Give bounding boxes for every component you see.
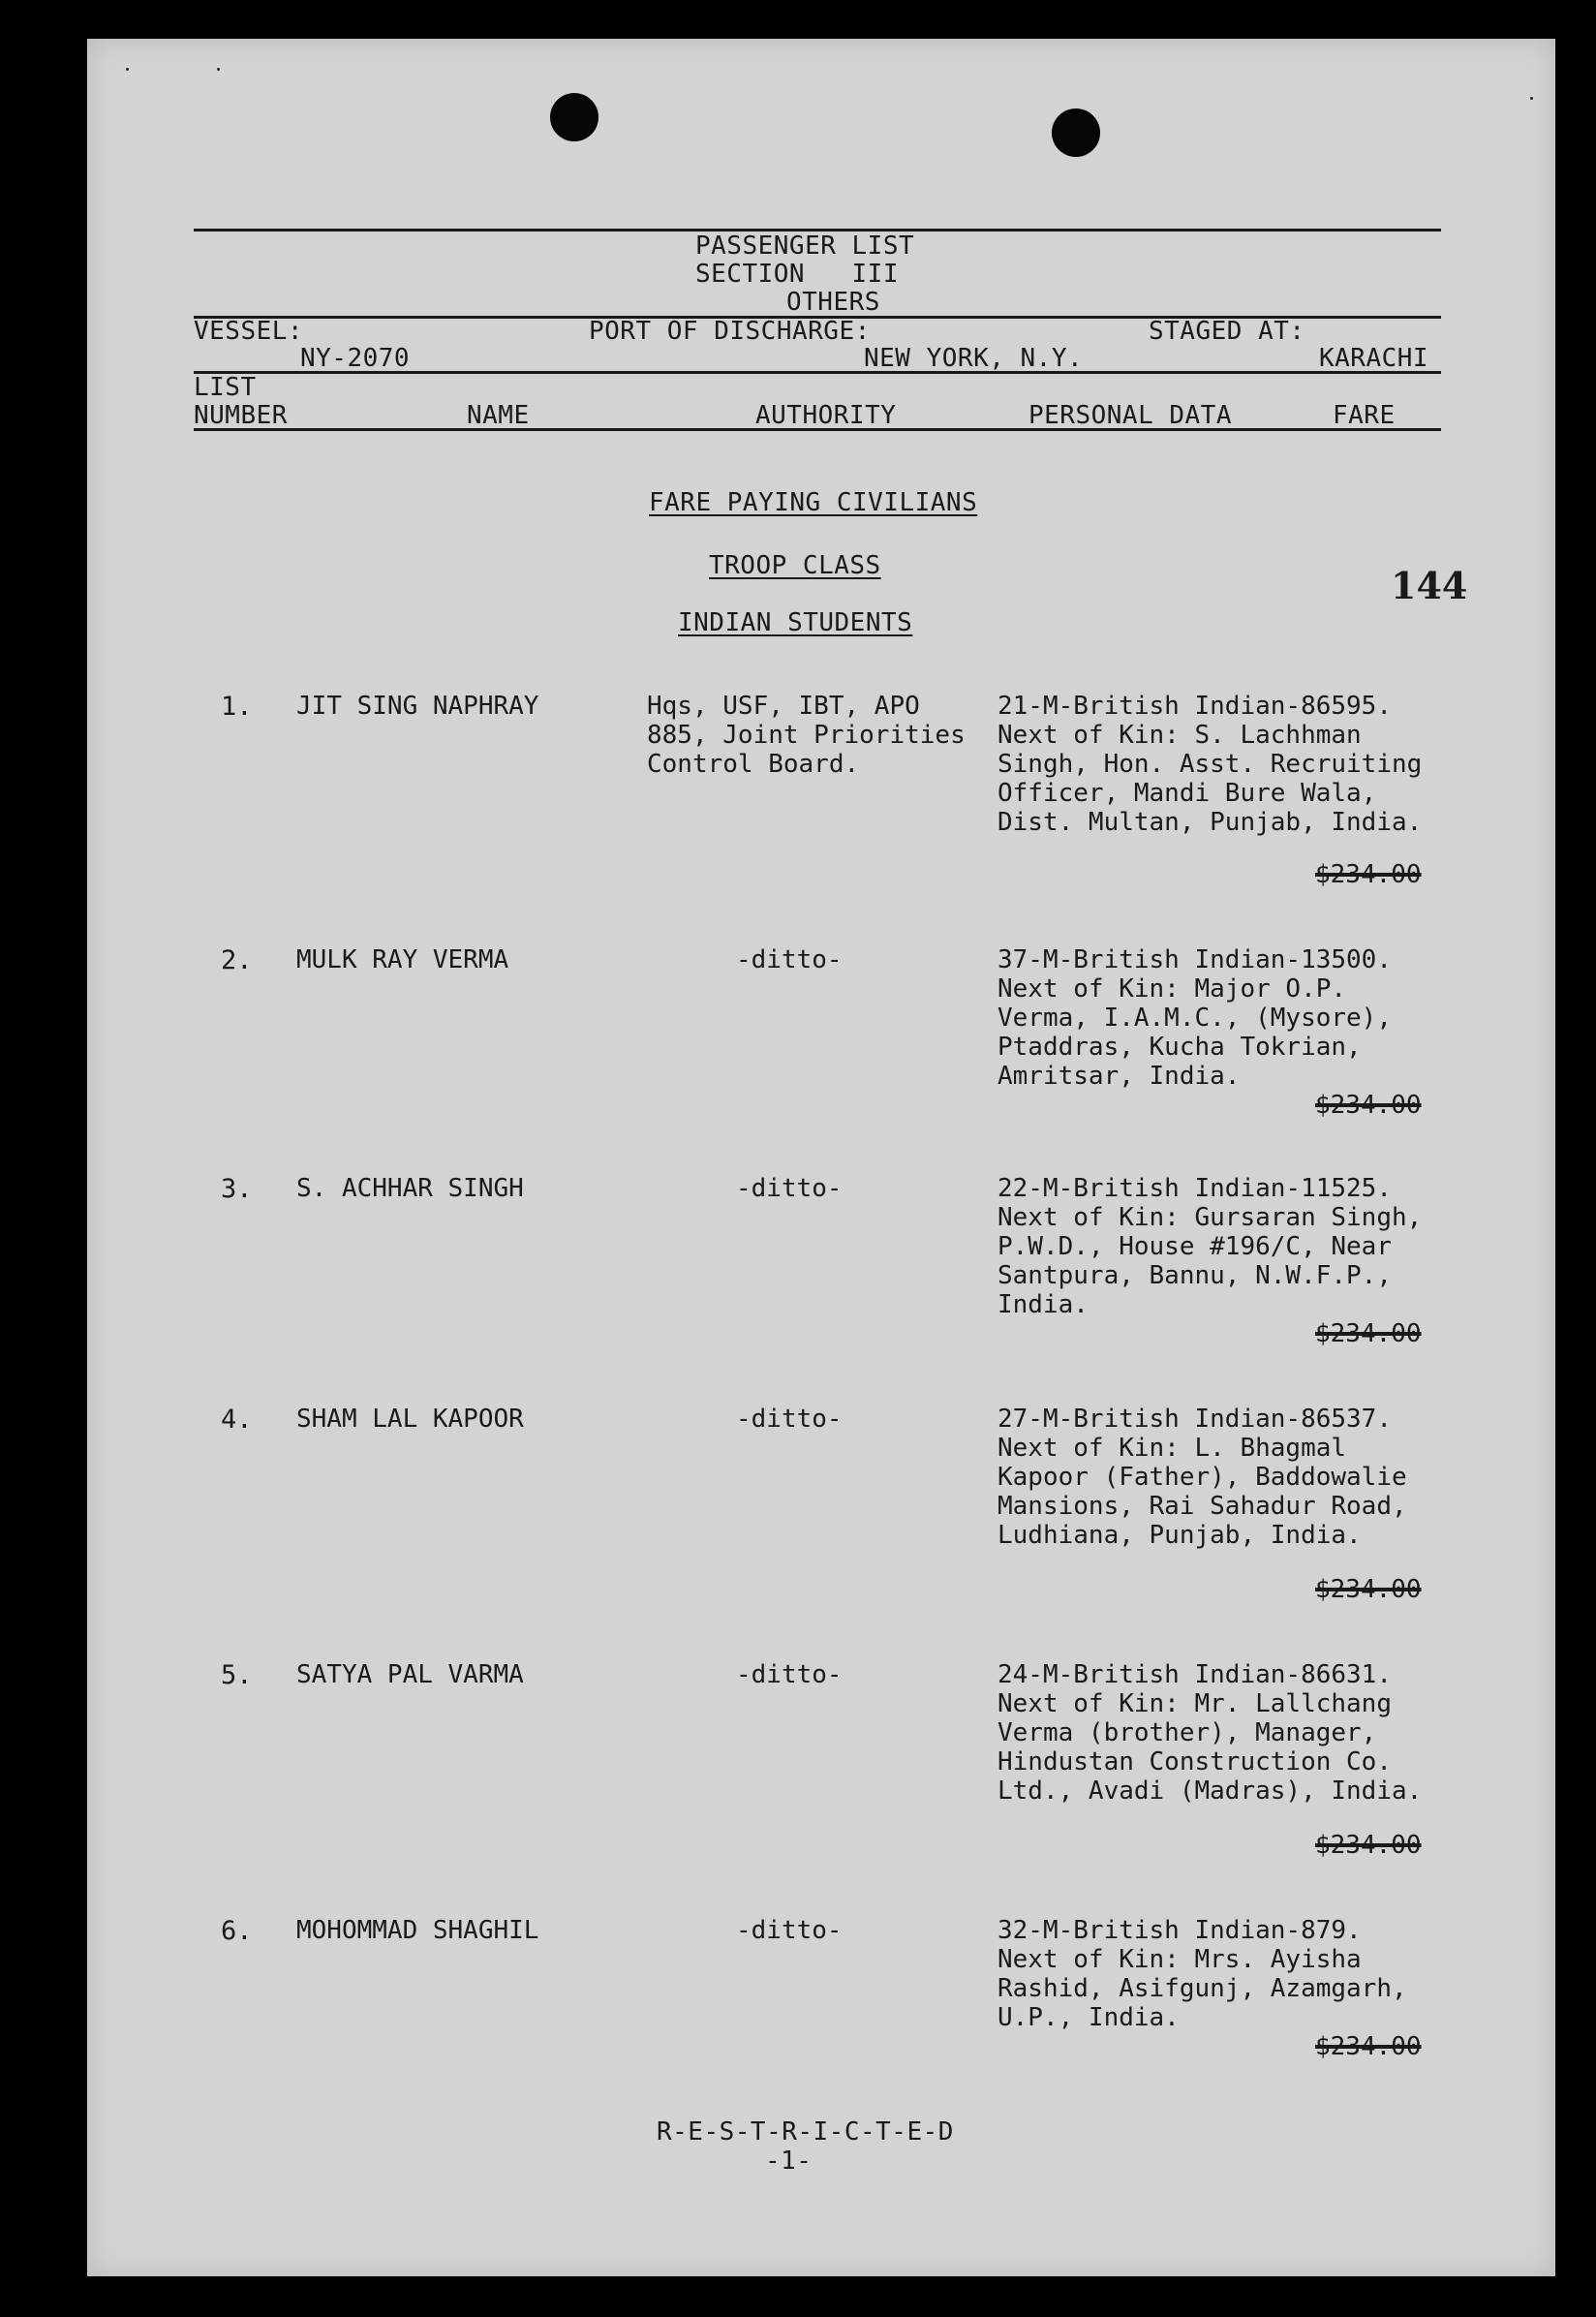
- authority: -ditto-: [736, 1405, 843, 1434]
- fare: $234.00: [1315, 1831, 1422, 1860]
- port-value: NEW YORK, N.Y.: [864, 344, 1084, 373]
- list-number: 5.: [221, 1660, 253, 1690]
- port-label: PORT OF DISCHARGE:: [589, 317, 871, 346]
- list-number: 2.: [221, 945, 253, 975]
- passenger-name: SATYA PAL VARMA: [296, 1660, 524, 1689]
- column-name: NAME: [467, 401, 530, 430]
- list-number: 4.: [221, 1405, 253, 1435]
- vessel-value: NY-2070: [300, 344, 411, 373]
- personal-data: 22-M-British Indian-11525. Next of Kin: Gursaran Singh, P.W.D., House #196/C, Near Santpura, Bannu, N.W.F.P., India.: [998, 1174, 1423, 1319]
- title-line-2: SECTION III: [695, 260, 899, 289]
- section-heading-troop-class: TROOP CLASS: [709, 551, 881, 580]
- column-authority: AUTHORITY: [755, 401, 897, 430]
- passenger-name: MULK RAY VERMA: [296, 945, 509, 974]
- vessel-label: VESSEL:: [194, 317, 304, 346]
- punch-hole-right: [1052, 108, 1100, 157]
- column-list-number-1: LIST: [194, 373, 257, 402]
- staged-label: STAGED AT:: [1149, 317, 1305, 346]
- authority: -ditto-: [736, 1916, 843, 1945]
- list-number: 1.: [221, 692, 253, 722]
- passenger-name: S. ACHHAR SINGH: [296, 1174, 524, 1203]
- restricted-footer: R-E-S-T-R-I-C-T-E-D: [657, 2117, 954, 2147]
- fare: $234.00: [1315, 1319, 1422, 1348]
- personal-data: 24-M-British Indian-86631. Next of Kin: Mr. Lallchang Verma (brother), Manager, Hindustan Construction Co. Ltd., Avadi (Madras), India.: [998, 1660, 1423, 1806]
- speck: [126, 68, 129, 71]
- list-number: 3.: [221, 1174, 253, 1204]
- authority: -ditto-: [736, 1660, 843, 1689]
- title-line-3: OTHERS: [786, 288, 880, 317]
- authority: -ditto-: [736, 1174, 843, 1203]
- column-list-number-2: NUMBER: [194, 401, 288, 430]
- fare: $234.00: [1315, 1091, 1422, 1120]
- authority: -ditto-: [736, 945, 843, 974]
- title-line-1: PASSENGER LIST: [695, 232, 915, 261]
- fare: $234.00: [1315, 2032, 1422, 2061]
- speck: [217, 68, 220, 71]
- personal-data: 32-M-British Indian-879. Next of Kin: Mrs. Ayisha Rashid, Asifgunj, Azamgarh, U.P., India.: [998, 1916, 1407, 2032]
- passenger-name: JIT SING NAPHRAY: [296, 692, 539, 721]
- passenger-name: MOHOMMAD SHAGHIL: [296, 1916, 539, 1945]
- fare: $234.00: [1315, 1575, 1422, 1604]
- fare: $234.00: [1315, 860, 1422, 889]
- list-number: 6.: [221, 1916, 253, 1946]
- speck: [1530, 97, 1533, 100]
- section-heading-indian-students: INDIAN STUDENTS: [678, 608, 913, 637]
- authority: Hqs, USF, IBT, APO 885, Joint Priorities Control Board.: [647, 692, 966, 779]
- personal-data: 37-M-British Indian-13500. Next of Kin: Major O.P. Verma, I.A.M.C., (Mysore), Ptaddras, Kucha Tokrian, Amritsar, India.: [998, 945, 1392, 1091]
- section-heading-fare-paying: FARE PAYING CIVILIANS: [649, 488, 978, 517]
- footer-page-number: -1-: [765, 2147, 813, 2176]
- passenger-name: SHAM LAL KAPOOR: [296, 1405, 524, 1434]
- stamped-page-number: 144: [1391, 564, 1468, 607]
- personal-data: 21-M-British Indian-86595. Next of Kin: S. Lachhman Singh, Hon. Asst. Recruiting Officer, Mandi Bure Wala, Dist. Multan, Punjab, India.: [998, 692, 1423, 837]
- personal-data: 27-M-British Indian-86537. Next of Kin: L. Bhagmal Kapoor (Father), Baddowalie Mansions, Rai Sahadur Road, Ludhiana, Punjab, India.: [998, 1405, 1407, 1550]
- column-fare: FARE: [1333, 401, 1396, 430]
- column-personal-data: PERSONAL DATA: [1028, 401, 1232, 430]
- punch-hole-left: [550, 93, 598, 141]
- staged-value: KARACHI: [1319, 344, 1429, 373]
